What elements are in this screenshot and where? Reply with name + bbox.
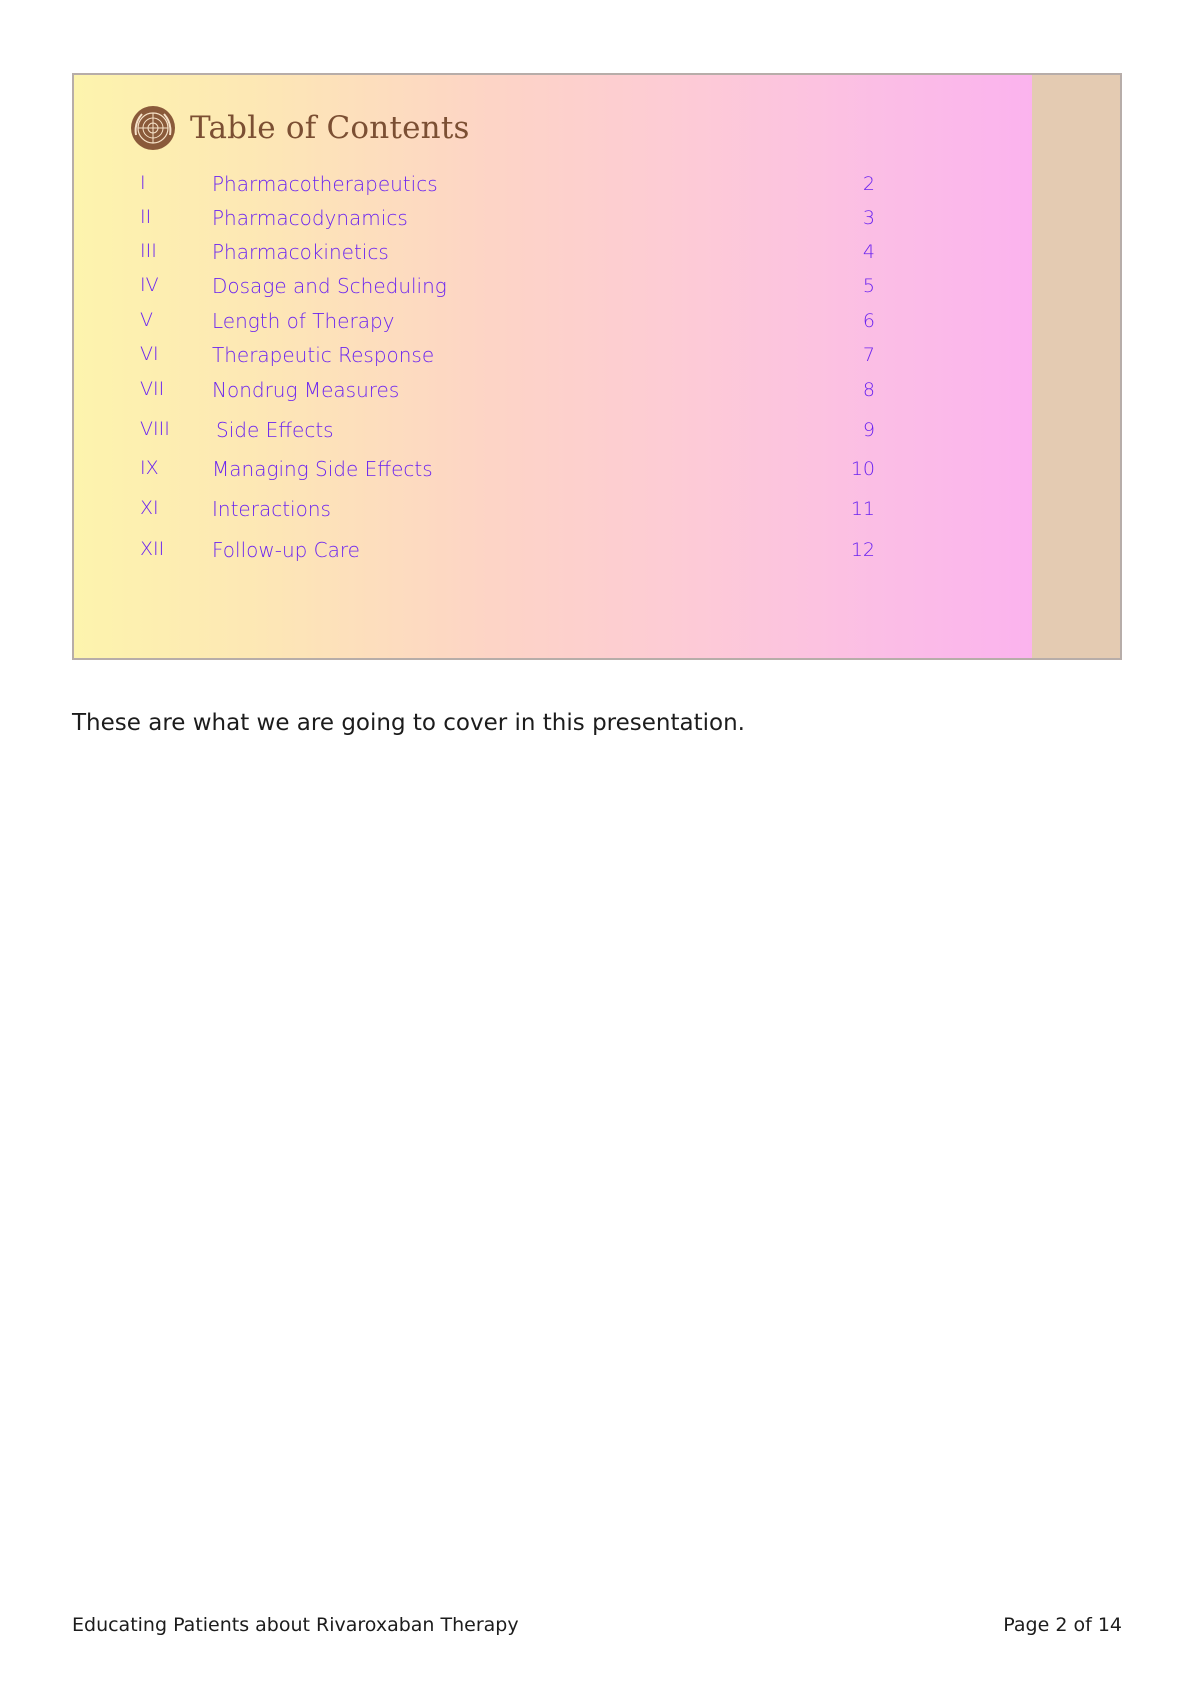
toc-item-label: Pharmacokinetics (212, 240, 389, 264)
toc-item[interactable] (74, 497, 1120, 527)
toc-item-page: 2 (862, 173, 875, 195)
toc-item-label: Interactions (212, 497, 331, 521)
toc-item-number: IX (140, 457, 159, 479)
toc-item-page: 8 (862, 379, 875, 401)
toc-item-number: I (140, 172, 146, 194)
toc-item-label: Managing Side Effects (212, 457, 433, 481)
toc-item-number: XI (140, 497, 159, 519)
toc-item-number: VII (140, 378, 165, 400)
toc-item-number: V (140, 309, 153, 331)
toc-item-page: 4 (862, 241, 875, 263)
toc-item[interactable] (74, 206, 1120, 236)
toc-item-number: XII (140, 538, 165, 560)
toc-item-label: Side Effects (216, 418, 334, 442)
toc-item[interactable] (74, 538, 1120, 568)
toc-item-number: II (140, 206, 152, 228)
toc-item-label: Length of Therapy (212, 309, 395, 333)
toc-item[interactable] (74, 172, 1120, 202)
toc-item-page: 9 (862, 419, 875, 441)
toc-slide (72, 73, 1122, 660)
toc-item-label: Pharmacotherapeutics (212, 172, 438, 196)
toc-item-number: VI (140, 343, 159, 365)
toc-item[interactable] (74, 240, 1120, 270)
toc-item-label: Pharmacodynamics (212, 206, 408, 230)
footer-page-indicator: Page 2 of 14 (1003, 1614, 1122, 1636)
un-emblem-icon (130, 105, 176, 151)
toc-item-number: IV (140, 274, 159, 296)
toc-item[interactable] (74, 274, 1120, 304)
toc-item-label: Dosage and Scheduling (212, 274, 447, 298)
slide-caption: These are what we are going to cover in this presentation. (72, 710, 745, 736)
toc-item-label: Therapeutic Response (212, 343, 435, 367)
toc-item-page: 12 (850, 539, 875, 561)
toc-item-number: VIII (140, 418, 170, 440)
footer-document-title: Educating Patients about Rivaroxaban Therapy (72, 1614, 519, 1636)
slide-heading (130, 105, 470, 151)
toc-item[interactable] (74, 378, 1120, 408)
toc-item-number: III (140, 240, 157, 262)
toc-item[interactable] (74, 418, 1120, 448)
toc-item-label: Follow-up Care (212, 538, 360, 562)
toc-item-page: 6 (862, 310, 875, 332)
toc-item-page: 11 (850, 498, 875, 520)
toc-item-page: 10 (850, 458, 875, 480)
toc-item-page: 7 (862, 344, 875, 366)
toc-item[interactable] (74, 343, 1120, 373)
toc-item[interactable] (74, 457, 1120, 487)
toc-item[interactable] (74, 309, 1120, 339)
slide-title: Table of Contents (190, 110, 470, 146)
toc-item-page: 3 (862, 207, 875, 229)
toc-item-label: Nondrug Measures (212, 378, 400, 402)
toc-item-page: 5 (862, 275, 875, 297)
